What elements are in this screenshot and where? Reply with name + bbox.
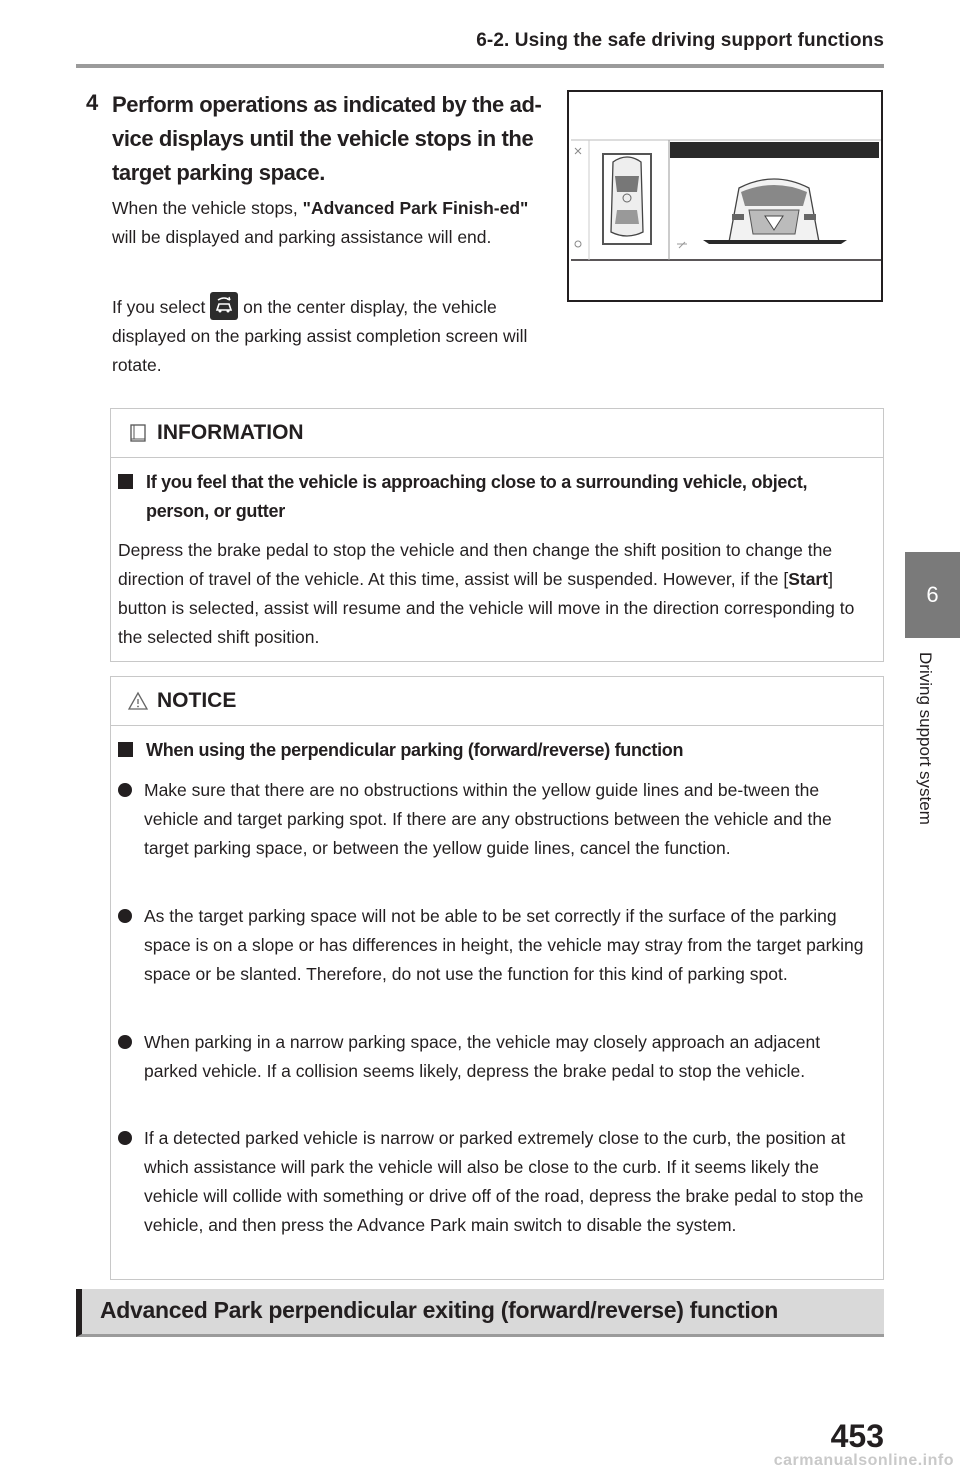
step-para2-prefix: If you select	[112, 297, 211, 317]
bullet-dot-icon	[118, 1131, 132, 1145]
information-heading: INFORMATION	[157, 421, 304, 444]
step-number: 4	[86, 90, 99, 115]
step-paragraph-1	[112, 194, 552, 252]
page-number: 453	[830, 1418, 884, 1454]
bullet-dot-icon	[118, 783, 132, 797]
step-para1-suffix: will be displayed and parking assistance will end.	[112, 227, 492, 247]
warning-triangle-icon	[127, 690, 149, 712]
step-title: Perform operations as indicated by the ad-vice displays until the vehicle stops in the target parking space.	[112, 92, 542, 185]
start-label: Start	[788, 569, 829, 589]
bullet-dot-icon	[118, 1035, 132, 1049]
notice-bullet: As the target parking space will not be able to be set correctly if the surface of the parking space is on a slope or has differences in height, the vehicle may stray from the target parking space or be slanted. Therefore, do not use the function for this kind of parking spot.	[118, 902, 874, 989]
step-para1-bold: "Advanced Park Finish-ed"	[302, 198, 529, 218]
notice-bullet: If a detected parked vehicle is narrow or parked extremely close to the curb, the position at which assistance will park the vehicle will also be close to the curb. If it seems likely the vehicle will collide with something or drive off of the road, depress the brake pedal to stop the vehicle, and then press the Advance Park main switch to disable the system.	[118, 1124, 874, 1240]
running-header: 6-2. Using the safe driving support functions	[476, 30, 884, 51]
chapter-tab: 6	[905, 552, 960, 638]
notice-subheading: When using the perpendicular parking (forward/reverse) function	[118, 736, 870, 765]
notice-bullet: When parking in a narrow parking space, the vehicle may closely approach an adjacent parked vehicle. If a collision seems likely, depress the brake pedal to stop the vehicle.	[118, 1028, 874, 1086]
information-body-suffix: ] button is selected, assist will resume and the vehicle will move in the direction corresponding to the selected shift position.	[118, 569, 855, 647]
parking-complete-screen-illustration	[567, 90, 883, 302]
header-rule	[76, 64, 884, 68]
step-para2-suffix: on the center display, the vehicle displayed on the parking assist completion screen will rotate.	[112, 297, 528, 375]
square-bullet-icon	[118, 474, 133, 489]
section-heading-bar	[76, 1289, 884, 1337]
information-body	[118, 536, 870, 652]
notice-heading: NOTICE	[157, 689, 237, 712]
notice-header	[111, 677, 883, 726]
square-bullet-icon	[118, 742, 133, 757]
information-body-prefix: Depress the brake pedal to stop the vehicle and then change the shift position to change the direction of travel of the vehicle. At this time, assist will be suspended. However, if the [	[118, 540, 833, 589]
information-subheading: If you feel that the vehicle is approaching close to a surrounding vehicle, object, person, or gutter	[118, 468, 870, 526]
section-heading: Advanced Park perpendicular exiting (forward/reverse) function	[100, 1297, 778, 1323]
step-para1-prefix: When the vehicle stops,	[112, 198, 303, 218]
rotate-vehicle-icon	[210, 292, 238, 320]
bullet-dot-icon	[118, 909, 132, 923]
book-icon	[127, 422, 149, 444]
watermark: carmanualsonline.info	[773, 1452, 954, 1469]
information-header	[111, 409, 883, 458]
step-paragraph-2	[112, 292, 552, 380]
chapter-label: Driving support system	[916, 652, 935, 825]
notice-bullet: Make sure that there are no obstructions within the yellow guide lines and be-tween the vehicle and target parking spot. If there are any obstructions between the vehicle and the target parking space, or between the yellow guide lines, cancel the function.	[118, 776, 874, 863]
